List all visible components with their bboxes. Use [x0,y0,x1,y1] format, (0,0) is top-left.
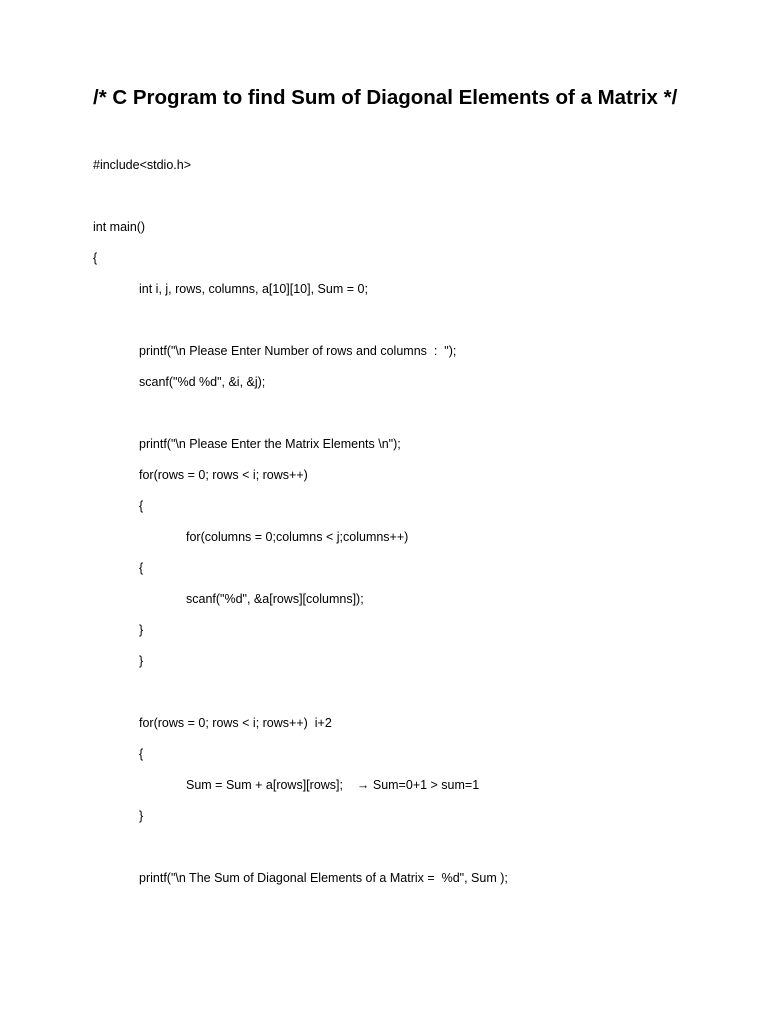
code-line-scanf-element: scanf("%d", &a[rows][columns]); [186,592,364,606]
code-line-sum-statement: Sum = Sum + a[rows][rows]; → Sum=0+1 > sum=1 [186,778,480,792]
code-line-main: int main() [93,220,146,234]
code-line-scanf-dimensions: scanf("%d %d", &i, &j); [139,375,266,389]
code-line-for-rows: for(rows = 0; rows < i; rows++) [139,468,308,482]
code-line-for-columns: for(columns = 0;columns < j;columns++) [186,530,409,544]
code-line-for-diagonal: for(rows = 0; rows < i; rows++) i+2 [139,716,332,730]
code-line-printf-result: printf("\n The Sum of Diagonal Elements of a Matrix = %d", Sum ); [139,871,508,885]
code-line-declarations: int i, j, rows, columns, a[10][10], Sum = 0; [139,282,368,296]
code-line-open-brace-outer: { [139,499,144,513]
code-line-printf-prompt: printf("\n Please Enter Number of rows and columns : "); [139,344,457,358]
code-line-open-brace-diagonal: { [139,747,144,761]
code-line-close-brace-diagonal: } [139,809,144,823]
code-line-include: #include<stdio.h> [93,158,191,172]
code-line-close-brace-inner: } [139,623,144,637]
code-line-open-brace-inner: { [139,561,144,575]
code-line-printf-elements: printf("\n Please Enter the Matrix Elements \n"); [139,437,401,451]
code-line-open-brace: { [93,251,98,265]
code-line-close-brace-outer: } [139,654,144,668]
document-title: /* C Program to find Sum of Diagonal Elements of a Matrix */ [93,86,678,109]
